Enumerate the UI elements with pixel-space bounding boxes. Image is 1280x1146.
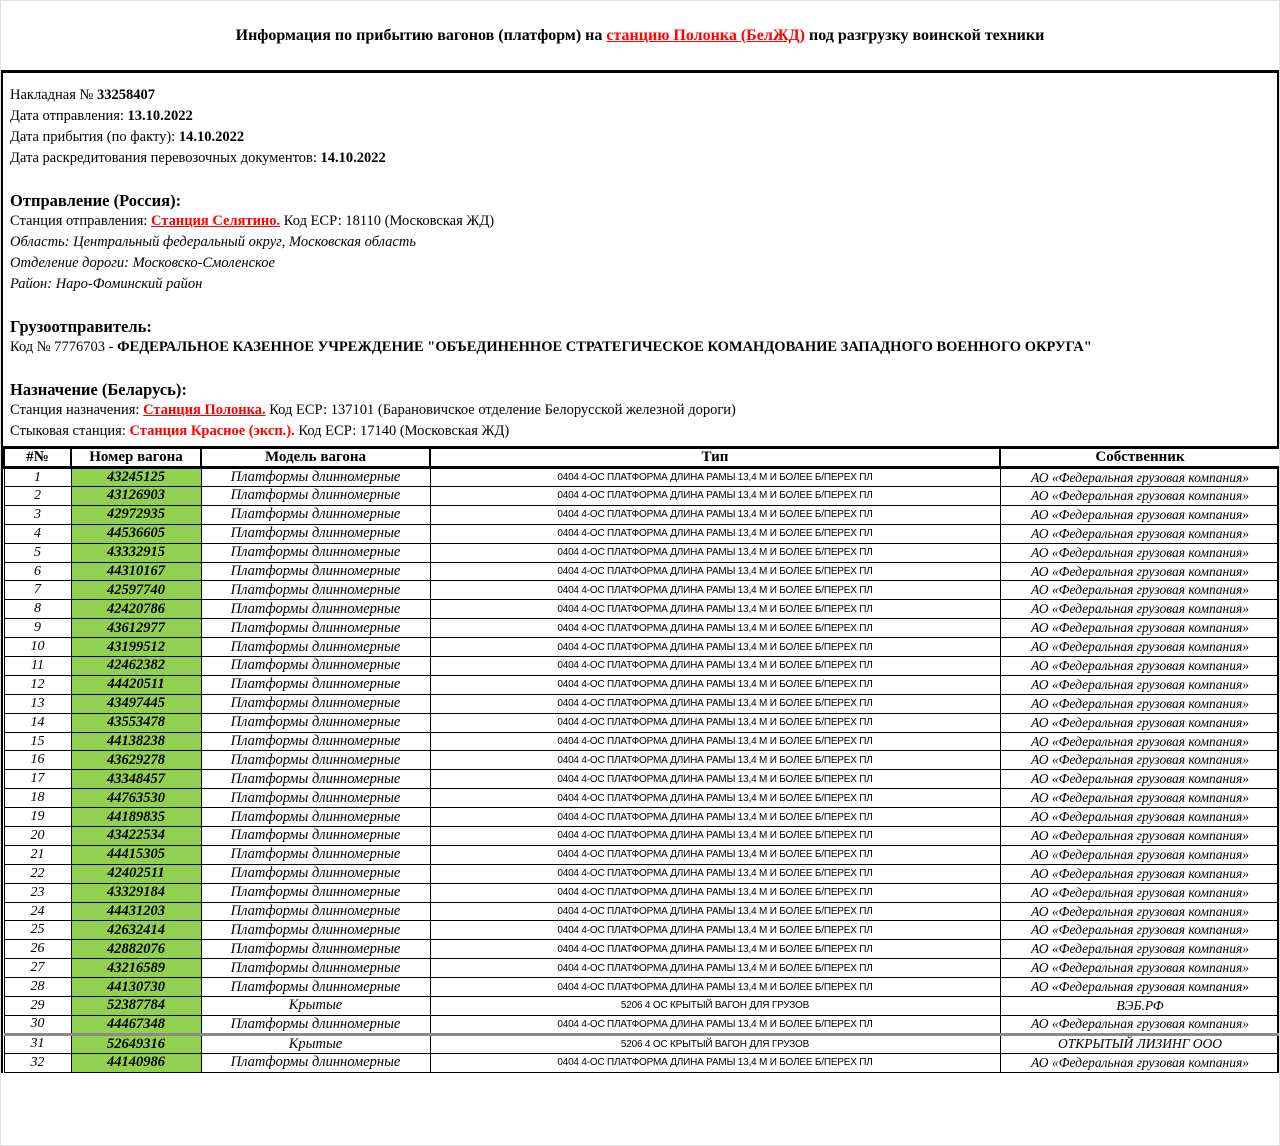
table-row [4,751,1280,770]
row-index-cell: 15 [4,732,71,751]
wagon-model-cell: Платформы длинномерные [201,732,430,751]
owner-cell: АО «Федеральная грузовая компания» [1000,808,1280,827]
wagon-table [3,446,1280,1073]
wagon-type-cell: 5206 4 ОС КРЫТЫЙ ВАГОН ДЛЯ ГРУЗОВ [430,1034,1000,1053]
table-row [4,505,1280,524]
shipper-name: ФЕДЕРАЛЬНОЕ КАЗЕННОЕ УЧРЕЖДЕНИЕ "ОБЪЕДИНЕННОЕ СТРАТЕГИЧЕСКОЕ КОМАНДОВАНИЕ ЗАПАДНОГО ВОЕННОГО ОКРУГА" [117,339,1092,355]
wagon-number-cell: 52387784 [71,997,201,1016]
wagon-type-cell: 0404 4-ОС ПЛАТФОРМА ДЛИНА РАМЫ 13,4 М И БОЛЕЕ Б/ПЕРЕХ ПЛ [430,770,1000,789]
owner-cell: АО «Федеральная грузовая компания» [1000,789,1280,808]
wagon-number-cell: 43497445 [71,694,201,713]
content-box [1,70,1279,1073]
wagon-type-cell: 0404 4-ОС ПЛАТФОРМА ДЛИНА РАМЫ 13,4 М И БОЛЕЕ Б/ПЕРЕХ ПЛ [430,864,1000,883]
wagon-model-cell: Крытые [201,1034,430,1053]
header-index: #№ [4,448,71,468]
departure-date-line [10,106,1269,127]
row-index-cell: 4 [4,524,71,543]
owner-cell: АО «Федеральная грузовая компания» [1000,638,1280,657]
owner-cell: АО «Федеральная грузовая компания» [1000,675,1280,694]
row-index-cell: 23 [4,883,71,902]
wagon-model-cell: Платформы длинномерные [201,600,430,619]
row-index-cell: 21 [4,845,71,864]
origin-station-label: Станция отправления: [10,213,152,229]
waybill-label: Накладная № [10,87,97,103]
wagon-model-cell: Платформы длинномерные [201,770,430,789]
table-row [4,524,1280,543]
owner-cell: АО «Федеральная грузовая компания» [1000,1015,1280,1034]
wagon-type-cell: 0404 4-ОС ПЛАТФОРМА ДЛИНА РАМЫ 13,4 М И БОЛЕЕ Б/ПЕРЕХ ПЛ [430,657,1000,676]
arrival-date-line [10,127,1269,148]
table-row [4,619,1280,638]
wagon-type-cell: 0404 4-ОС ПЛАТФОРМА ДЛИНА РАМЫ 13,4 М И БОЛЕЕ Б/ПЕРЕХ ПЛ [430,562,1000,581]
wagon-model-cell: Платформы длинномерные [201,751,430,770]
table-row [4,940,1280,959]
row-index-cell: 13 [4,694,71,713]
wagon-number-cell: 43332915 [71,543,201,562]
wagon-model-cell: Платформы длинномерные [201,1053,430,1072]
owner-cell: АО «Федеральная грузовая компания» [1000,751,1280,770]
wagon-type-cell: 0404 4-ОС ПЛАТФОРМА ДЛИНА РАМЫ 13,4 М И БОЛЕЕ Б/ПЕРЕХ ПЛ [430,619,1000,638]
wagon-number-cell: 52649316 [71,1034,201,1053]
owner-cell: ВЭБ.РФ [1000,997,1280,1016]
row-index-cell: 1 [4,468,71,487]
wagon-number-cell: 44130730 [71,978,201,997]
title-prefix: Информация по прибытию вагонов (платформ) на [235,26,607,44]
wagon-type-cell: 0404 4-ОС ПЛАТФОРМА ДЛИНА РАМЫ 13,4 М И БОЛЕЕ Б/ПЕРЕХ ПЛ [430,732,1000,751]
wagon-model-cell: Платформы длинномерные [201,921,430,940]
header-wagon-model: Модель вагона [201,448,430,468]
table-row [4,1034,1280,1053]
wagon-type-cell: 0404 4-ОС ПЛАТФОРМА ДЛИНА РАМЫ 13,4 М И БОЛЕЕ Б/ПЕРЕХ ПЛ [430,940,1000,959]
table-row [4,921,1280,940]
wagon-model-cell: Платформы длинномерные [201,864,430,883]
wagon-number-cell: 43422534 [71,827,201,846]
header-type: Тип [430,448,1000,468]
wagon-type-cell: 0404 4-ОС ПЛАТФОРМА ДЛИНА РАМЫ 13,4 М И БОЛЕЕ Б/ПЕРЕХ ПЛ [430,827,1000,846]
wagon-type-cell: 0404 4-ОС ПЛАТФОРМА ДЛИНА РАМЫ 13,4 М И БОЛЕЕ Б/ПЕРЕХ ПЛ [430,959,1000,978]
row-index-cell: 30 [4,1015,71,1034]
table-row [4,1015,1280,1034]
wagon-number-cell: 42597740 [71,581,201,600]
shipper-code-label: Код № 7776703 - [10,339,118,355]
wagon-number-cell: 42972935 [71,505,201,524]
wagon-model-cell: Платформы длинномерные [201,902,430,921]
destination-station-label: Станция назначения: [10,402,144,418]
wagon-number-cell: 44310167 [71,562,201,581]
wagon-number-cell: 43553478 [71,713,201,732]
owner-cell: АО «Федеральная грузовая компания» [1000,619,1280,638]
wagon-model-cell: Платформы длинномерные [201,694,430,713]
wagon-model-cell: Платформы длинномерные [201,827,430,846]
owner-cell: АО «Федеральная грузовая компания» [1000,921,1280,940]
document-title [1,1,1279,70]
row-index-cell: 17 [4,770,71,789]
title-station-link[interactable]: станцию Полонка (БелЖД) [606,26,805,44]
table-row [4,845,1280,864]
wagon-type-cell: 0404 4-ОС ПЛАТФОРМА ДЛИНА РАМЫ 13,4 М И БОЛЕЕ Б/ПЕРЕХ ПЛ [430,921,1000,940]
owner-cell: АО «Федеральная грузовая компания» [1000,827,1280,846]
wagon-number-cell: 42462382 [71,657,201,676]
row-index-cell: 16 [4,751,71,770]
junction-station-line [10,421,1269,442]
table-row [4,638,1280,657]
wagon-model-cell: Платформы длинномерные [201,468,430,487]
wagon-type-cell: 0404 4-ОС ПЛАТФОРМА ДЛИНА РАМЫ 13,4 М И БОЛЕЕ Б/ПЕРЕХ ПЛ [430,902,1000,921]
owner-cell: АО «Федеральная грузовая компания» [1000,902,1280,921]
wagon-model-cell: Платформы длинномерные [201,657,430,676]
wagon-type-cell: 0404 4-ОС ПЛАТФОРМА ДЛИНА РАМЫ 13,4 М И БОЛЕЕ Б/ПЕРЕХ ПЛ [430,789,1000,808]
wagon-number-cell: 44467348 [71,1015,201,1034]
shipment-info [3,73,1277,446]
wagon-type-cell: 0404 4-ОС ПЛАТФОРМА ДЛИНА РАМЫ 13,4 М И БОЛЕЕ Б/ПЕРЕХ ПЛ [430,638,1000,657]
owner-cell: АО «Федеральная грузовая компания» [1000,581,1280,600]
waybill-number: 33258407 [96,87,155,103]
row-index-cell: 25 [4,921,71,940]
spacer [10,295,1269,316]
wagon-type-cell: 0404 4-ОС ПЛАТФОРМА ДЛИНА РАМЫ 13,4 М И БОЛЕЕ Б/ПЕРЕХ ПЛ [430,845,1000,864]
wagon-type-cell: 0404 4-ОС ПЛАТФОРМА ДЛИНА РАМЫ 13,4 М И БОЛЕЕ Б/ПЕРЕХ ПЛ [430,808,1000,827]
departure-date: 13.10.2022 [127,108,193,124]
junction-station-rest: Код ЕСР: 17140 (Московская ЖД) [294,423,510,439]
junction-station-link[interactable]: Станция Красное (эксп.). [129,423,295,439]
origin-station-link[interactable]: Станция Селятино. [151,213,281,229]
row-index-cell: 24 [4,902,71,921]
table-row [4,468,1280,487]
table-row [4,997,1280,1016]
row-index-cell: 10 [4,638,71,657]
shipper-line [10,337,1269,358]
row-index-cell: 27 [4,959,71,978]
credit-date: 14.10.2022 [320,150,386,166]
header-owner: Собственник [1000,448,1280,468]
table-row [4,694,1280,713]
wagon-model-cell: Платформы длинномерные [201,562,430,581]
row-index-cell: 19 [4,808,71,827]
departure-date-label: Дата отправления: [10,108,128,124]
table-row [4,713,1280,732]
wagon-model-cell: Платформы длинномерные [201,808,430,827]
wagon-type-cell: 0404 4-ОС ПЛАТФОРМА ДЛИНА РАМЫ 13,4 М И БОЛЕЕ Б/ПЕРЕХ ПЛ [430,883,1000,902]
wagon-number-cell: 44536605 [71,524,201,543]
owner-cell: АО «Федеральная грузовая компания» [1000,562,1280,581]
wagon-model-cell: Платформы длинномерные [201,978,430,997]
row-index-cell: 12 [4,675,71,694]
wagon-model-cell: Платформы длинномерные [201,638,430,657]
table-row [4,487,1280,506]
wagon-number-cell: 44138238 [71,732,201,751]
owner-cell: АО «Федеральная грузовая компания» [1000,543,1280,562]
row-index-cell: 14 [4,713,71,732]
wagon-number-cell: 44415305 [71,845,201,864]
table-row [4,770,1280,789]
wagon-type-cell: 0404 4-ОС ПЛАТФОРМА ДЛИНА РАМЫ 13,4 М И БОЛЕЕ Б/ПЕРЕХ ПЛ [430,713,1000,732]
wagon-type-cell: 5206 4 ОС КРЫТЫЙ ВАГОН ДЛЯ ГРУЗОВ [430,997,1000,1016]
table-row [4,978,1280,997]
owner-cell: АО «Федеральная грузовая компания» [1000,505,1280,524]
table-row [4,581,1280,600]
wagon-number-cell: 44420511 [71,675,201,694]
wagon-number-cell: 43126903 [71,487,201,506]
origin-station-rest: Код ЕСР: 18110 (Московская ЖД) [280,213,495,229]
title-suffix: под разгрузку воинской техники [804,26,1045,44]
table-row [4,600,1280,619]
wagon-type-cell: 0404 4-ОС ПЛАТФОРМА ДЛИНА РАМЫ 13,4 М И БОЛЕЕ Б/ПЕРЕХ ПЛ [430,543,1000,562]
origin-heading: Отправление (Россия): [10,191,182,210]
row-index-cell: 26 [4,940,71,959]
credit-date-label: Дата раскредитования перевозочных документов: [10,150,321,166]
arrival-date-label: Дата прибытия (по факту): [10,129,179,145]
junction-station-label: Стыковая станция: [10,423,130,439]
wagon-type-cell: 0404 4-ОС ПЛАТФОРМА ДЛИНА РАМЫ 13,4 М И БОЛЕЕ Б/ПЕРЕХ ПЛ [430,978,1000,997]
wagon-table-body [4,468,1280,1073]
wagon-model-cell: Крытые [201,997,430,1016]
wagon-number-cell: 42882076 [71,940,201,959]
row-index-cell: 2 [4,487,71,506]
destination-heading: Назначение (Беларусь): [10,380,187,399]
wagon-type-cell: 0404 4-ОС ПЛАТФОРМА ДЛИНА РАМЫ 13,4 М И БОЛЕЕ Б/ПЕРЕХ ПЛ [430,694,1000,713]
owner-cell: АО «Федеральная грузовая компания» [1000,770,1280,789]
wagon-number-cell: 44763530 [71,789,201,808]
wagon-number-cell: 43348457 [71,770,201,789]
table-row [4,1053,1280,1072]
credit-date-line [10,148,1269,169]
wagon-number-cell: 44189835 [71,808,201,827]
owner-cell: АО «Федеральная грузовая компания» [1000,959,1280,978]
wagon-type-cell: 0404 4-ОС ПЛАТФОРМА ДЛИНА РАМЫ 13,4 М И БОЛЕЕ Б/ПЕРЕХ ПЛ [430,600,1000,619]
row-index-cell: 7 [4,581,71,600]
wagon-model-cell: Платформы длинномерные [201,959,430,978]
table-row [4,959,1280,978]
destination-station-rest: Код ЕСР: 137101 (Барановичское отделение Белорусской железной дороги) [265,402,736,418]
row-index-cell: 31 [4,1034,71,1053]
row-index-cell: 9 [4,619,71,638]
owner-cell: АО «Федеральная грузовая компания» [1000,732,1280,751]
wagon-number-cell: 43216589 [71,959,201,978]
wagon-number-cell: 43329184 [71,883,201,902]
wagon-model-cell: Платформы длинномерные [201,675,430,694]
wagon-number-cell: 42420786 [71,600,201,619]
row-index-cell: 22 [4,864,71,883]
wagon-model-cell: Платформы длинномерные [201,543,430,562]
wagon-number-cell: 43612977 [71,619,201,638]
owner-cell: АО «Федеральная грузовая компания» [1000,487,1280,506]
table-row [4,657,1280,676]
wagon-number-cell: 43199512 [71,638,201,657]
owner-cell: АО «Федеральная грузовая компания» [1000,1053,1280,1072]
wagon-number-cell: 44140986 [71,1053,201,1072]
wagon-number-cell: 43245125 [71,468,201,487]
owner-cell: АО «Федеральная грузовая компания» [1000,694,1280,713]
wagon-type-cell: 0404 4-ОС ПЛАТФОРМА ДЛИНА РАМЫ 13,4 М И БОЛЕЕ Б/ПЕРЕХ ПЛ [430,675,1000,694]
row-index-cell: 29 [4,997,71,1016]
row-index-cell: 6 [4,562,71,581]
owner-cell: АО «Федеральная грузовая компания» [1000,845,1280,864]
origin-station-line [10,211,1269,232]
table-header-row [4,448,1280,468]
header-wagon-number: Номер вагона [71,448,201,468]
table-row [4,543,1280,562]
wagon-type-cell: 0404 4-ОС ПЛАТФОРМА ДЛИНА РАМЫ 13,4 М И БОЛЕЕ Б/ПЕРЕХ ПЛ [430,751,1000,770]
owner-cell: АО «Федеральная грузовая компания» [1000,713,1280,732]
wagon-model-cell: Платформы длинномерные [201,505,430,524]
wagon-type-cell: 0404 4-ОС ПЛАТФОРМА ДЛИНА РАМЫ 13,4 М И БОЛЕЕ Б/ПЕРЕХ ПЛ [430,524,1000,543]
table-row [4,864,1280,883]
row-index-cell: 28 [4,978,71,997]
row-index-cell: 18 [4,789,71,808]
owner-cell: АО «Федеральная грузовая компания» [1000,883,1280,902]
row-index-cell: 20 [4,827,71,846]
wagon-type-cell: 0404 4-ОС ПЛАТФОРМА ДЛИНА РАМЫ 13,4 М И БОЛЕЕ Б/ПЕРЕХ ПЛ [430,468,1000,487]
row-index-cell: 5 [4,543,71,562]
arrival-date: 14.10.2022 [178,129,245,145]
table-row [4,827,1280,846]
wagon-number-cell: 43629278 [71,751,201,770]
row-index-cell: 32 [4,1053,71,1072]
table-row [4,789,1280,808]
wagon-number-cell: 42402511 [71,864,201,883]
origin-region-line: Область: Центральный федеральный округ, Московская область [10,234,416,250]
owner-cell: АО «Федеральная грузовая компания» [1000,940,1280,959]
wagon-model-cell: Платформы длинномерные [201,581,430,600]
row-index-cell: 11 [4,657,71,676]
spacer [10,169,1269,190]
wagon-number-cell: 42632414 [71,921,201,940]
row-index-cell: 3 [4,505,71,524]
table-row [4,675,1280,694]
wagon-model-cell: Платформы длинномерные [201,524,430,543]
table-row [4,902,1280,921]
wagon-type-cell: 0404 4-ОС ПЛАТФОРМА ДЛИНА РАМЫ 13,4 М И БОЛЕЕ Б/ПЕРЕХ ПЛ [430,487,1000,506]
owner-cell: АО «Федеральная грузовая компания» [1000,524,1280,543]
shipper-heading: Грузоотправитель: [10,317,152,336]
owner-cell: ОТКРЫТЫЙ ЛИЗИНГ ООО [1000,1034,1280,1053]
spacer [10,358,1269,379]
wagon-type-cell: 0404 4-ОС ПЛАТФОРМА ДЛИНА РАМЫ 13,4 М И БОЛЕЕ Б/ПЕРЕХ ПЛ [430,505,1000,524]
wagon-model-cell: Платформы длинномерные [201,487,430,506]
wagon-type-cell: 0404 4-ОС ПЛАТФОРМА ДЛИНА РАМЫ 13,4 М И БОЛЕЕ Б/ПЕРЕХ ПЛ [430,581,1000,600]
origin-district-line: Район: Наро-Фоминский район [10,276,203,292]
owner-cell: АО «Федеральная грузовая компания» [1000,657,1280,676]
wagon-type-cell: 0404 4-ОС ПЛАТФОРМА ДЛИНА РАМЫ 13,4 М И БОЛЕЕ Б/ПЕРЕХ ПЛ [430,1053,1000,1072]
table-row [4,883,1280,902]
wagon-number-cell: 44431203 [71,902,201,921]
owner-cell: АО «Федеральная грузовая компания» [1000,600,1280,619]
table-row [4,562,1280,581]
wagon-model-cell: Платформы длинномерные [201,1015,430,1034]
wagon-model-cell: Платформы длинномерные [201,845,430,864]
waybill-line [10,85,1269,106]
wagon-model-cell: Платформы длинномерные [201,940,430,959]
destination-station-link[interactable]: Станция Полонка. [143,402,266,418]
row-index-cell: 8 [4,600,71,619]
owner-cell: АО «Федеральная грузовая компания» [1000,978,1280,997]
owner-cell: АО «Федеральная грузовая компания» [1000,468,1280,487]
table-row [4,732,1280,751]
wagon-model-cell: Платформы длинномерные [201,789,430,808]
owner-cell: АО «Федеральная грузовая компания» [1000,864,1280,883]
origin-division-line: Отделение дороги: Московско-Смоленское [10,255,275,271]
destination-station-line [10,400,1269,421]
wagon-model-cell: Платформы длинномерные [201,713,430,732]
table-row [4,808,1280,827]
wagon-model-cell: Платформы длинномерные [201,883,430,902]
wagon-model-cell: Платформы длинномерные [201,619,430,638]
wagon-type-cell: 0404 4-ОС ПЛАТФОРМА ДЛИНА РАМЫ 13,4 М И БОЛЕЕ Б/ПЕРЕХ ПЛ [430,1015,1000,1034]
